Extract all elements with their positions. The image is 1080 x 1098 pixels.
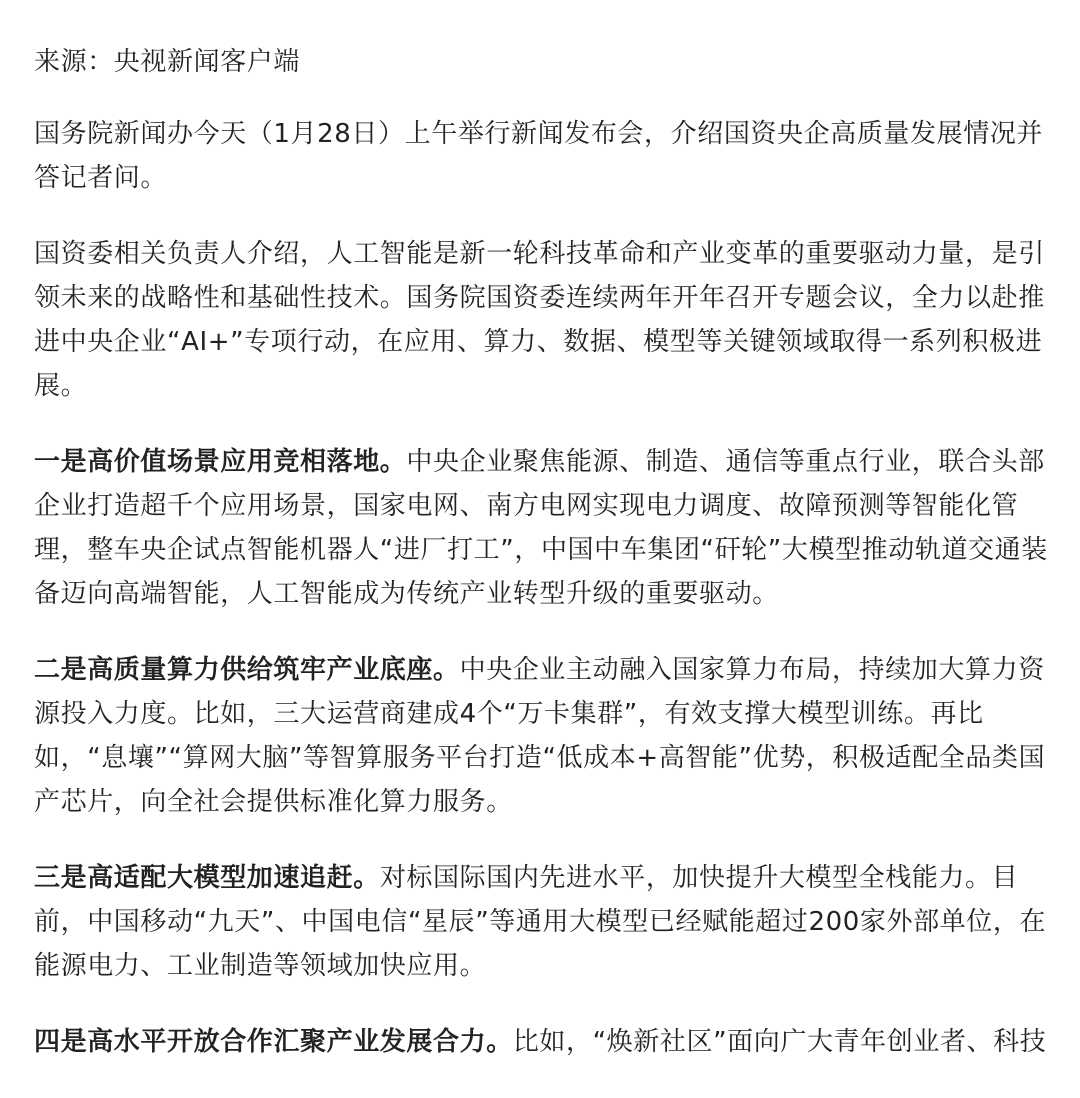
article-overview: 国资委相关负责人介绍，人工智能是新一轮科技革命和产业变革的重要驱动力量，是引领未来的战略性和基础性技术。国务院国资委连续两年开年召开专题会议，全力以赴推进中央企业“AI+”专项行动，在应用、算力、数据、模型等关键领域取得一系列积极进展。 (34, 239, 1045, 401)
article-intro: 国务院新闻办今天（1月28日）上午举行新闻发布会，介绍国资央企高质量发展情况并答记者问。 (34, 119, 1044, 193)
point-paragraph-3 (34, 856, 1066, 988)
point-lead-3: 三是高适配大模型加速追赶。 (34, 863, 380, 893)
point-body-1: 中央企业聚焦能源、制造、通信等重点行业，联合头部企业打造超千个应用场景，国家电网、南方电网实现电力调度、故障预测等智能化管理，整车央企试点智能机器人“进厂打工”，中国中车集团“矸轮”大模型推动轨道交通装备迈向高端智能，人工智能成为传统产业转型升级的重要驱动。 (34, 447, 1048, 609)
point-lead-2: 二是高质量算力供给筑牢产业底座。 (34, 655, 460, 685)
point-body-4: 比如，“焕新社区”面向广大青年创业者、科技 (512, 1027, 1047, 1057)
point-paragraph-2 (34, 648, 1066, 824)
point-paragraph-1 (34, 440, 1066, 616)
point-paragraph-4 (34, 1020, 1066, 1064)
point-lead-1: 一是高价值场景应用竞相落地。 (34, 447, 407, 477)
point-body-2: 中央企业主动融入国家算力布局，持续加大算力资源投入力度。比如，三大运营商建成4个“万卡集群”，有效支撑大模型训练。再比如，“息壤”“算网大脑”等智算服务平台打造“低成本+高智能”优势，积极适配全品类国产芯片，向全社会提供标准化算力服务。 (34, 655, 1046, 817)
point-lead-4: 四是高水平开放合作汇聚产业发展合力。 (34, 1027, 513, 1057)
article-source: 来源：央视新闻客户端 (34, 47, 301, 77)
point-body-3: 对标国际国内先进水平，加快提升大模型全栈能力。目前，中国移动“九天”、中国电信“星辰”等通用大模型已经赋能超过200家外部单位，在能源电力、工业制造等领域加快应用。 (34, 863, 1047, 981)
